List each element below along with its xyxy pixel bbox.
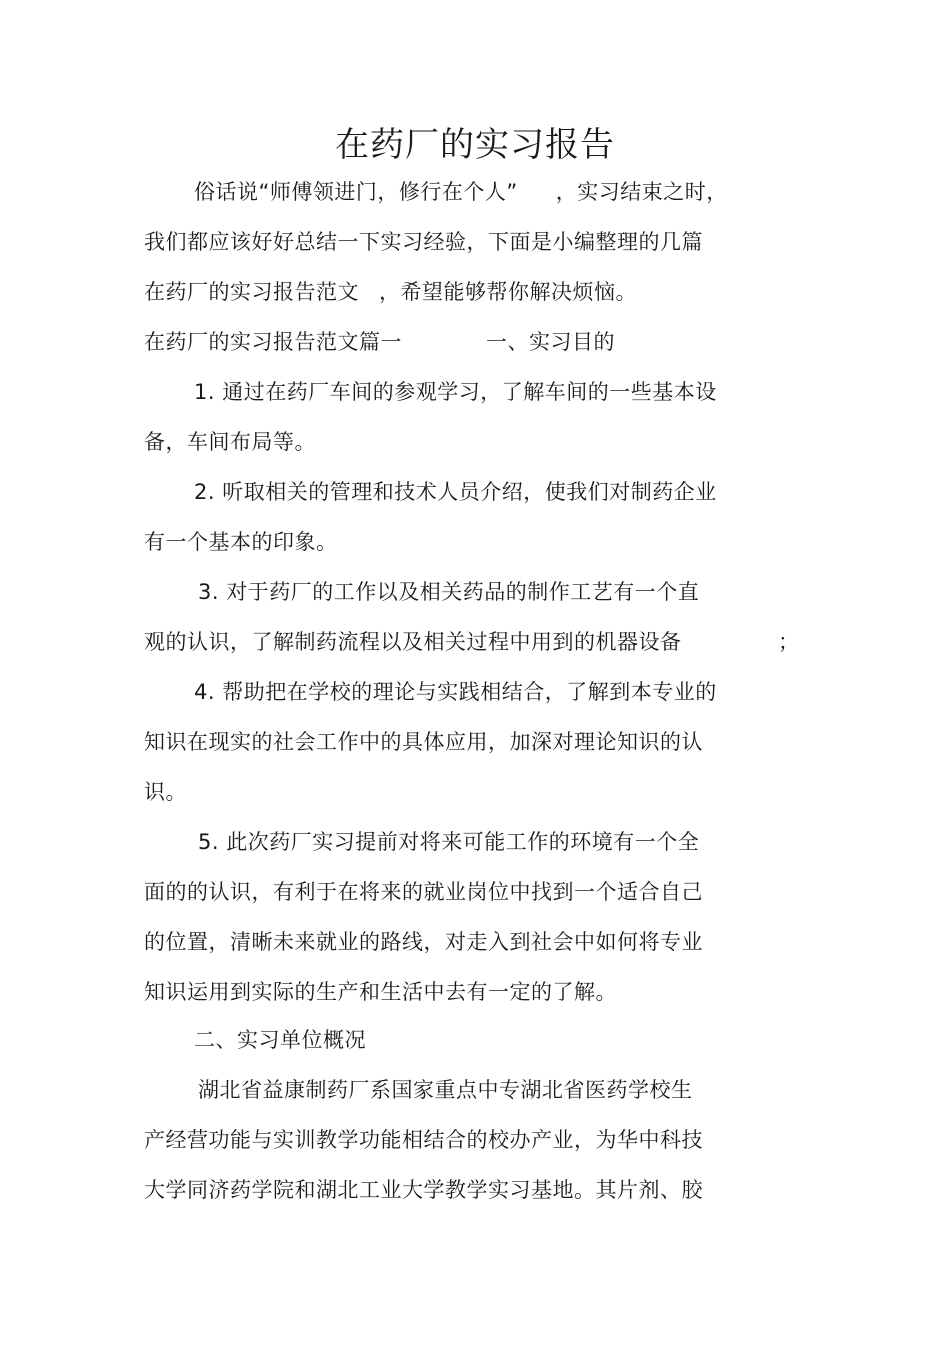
intro-line-3a: 在药厂的实习报告范文 xyxy=(144,280,359,304)
item-4-line-2: 知识在现实的社会工作中的具体应用，加深对理论知识的认 xyxy=(144,730,703,754)
item-4-line-1: 4. 帮助把在学校的理论与实践相结合，了解到本专业的 xyxy=(194,680,717,704)
item-4-line-3: 识。 xyxy=(144,780,187,804)
item-5-line-2: 面的的认识，有利于在将来的就业岗位中找到一个适合自己 xyxy=(144,880,703,904)
section-1-heading: 一、实习目的 xyxy=(486,330,615,354)
intro-line-2: 我们都应该好好总结一下实习经验，下面是小编整理的几篇 xyxy=(144,230,703,254)
item-2-line-2: 有一个基本的印象。 xyxy=(144,530,338,554)
section-heading-line xyxy=(144,327,615,357)
item-5-line-4: 知识运用到实际的生产和生活中去有一定的了解。 xyxy=(144,980,617,1004)
intro-line-1b: ，实习结束之时， xyxy=(555,180,728,204)
item-3-line-2: 观的认识，了解制药流程以及相关过程中用到的机器设备 xyxy=(144,630,682,654)
section-2-line-1: 湖北省益康制药厂系国家重点中专湖北省医药学校生 xyxy=(198,1078,693,1102)
item-5-line-3: 的位置，清晰未来就业的路线，对走入到社会中如何将专业 xyxy=(144,930,703,954)
section-2-line-3: 大学同济药学院和湖北工业大学教学实习基地。其片剂、胶 xyxy=(144,1178,703,1202)
section-2-line-2: 产经营功能与实训教学功能相结合的校办产业，为华中科技 xyxy=(144,1128,703,1152)
item-1-line-2: 备，车间布局等。 xyxy=(144,430,316,454)
item-5-line-1: 5. 此次药厂实习提前对将来可能工作的环境有一个全 xyxy=(198,830,700,854)
section-2-heading: 二、实习单位概况 xyxy=(194,1028,366,1052)
intro-line-3 xyxy=(144,277,637,307)
document-title: 在药厂的实习报告 xyxy=(335,125,615,165)
item-2-line-1: 2. 听取相关的管理和技术人员介绍，使我们对制药企业 xyxy=(194,480,717,504)
item-3-line-1: 3. 对于药厂的工作以及相关药品的制作工艺有一个直 xyxy=(198,580,700,604)
intro-line-1 xyxy=(194,177,728,207)
intro-line-3b: ，希望能够帮你解决烦恼。 xyxy=(379,280,637,304)
item-3-semicolon: ； xyxy=(778,630,800,654)
intro-line-1a: 俗话说“师傅领进门，修行在个人” xyxy=(194,180,518,204)
item-1-line-1: 1. 通过在药厂车间的参观学习，了解车间的一些基本设 xyxy=(194,380,717,404)
report-sample-heading: 在药厂的实习报告范文篇一 xyxy=(144,330,402,354)
